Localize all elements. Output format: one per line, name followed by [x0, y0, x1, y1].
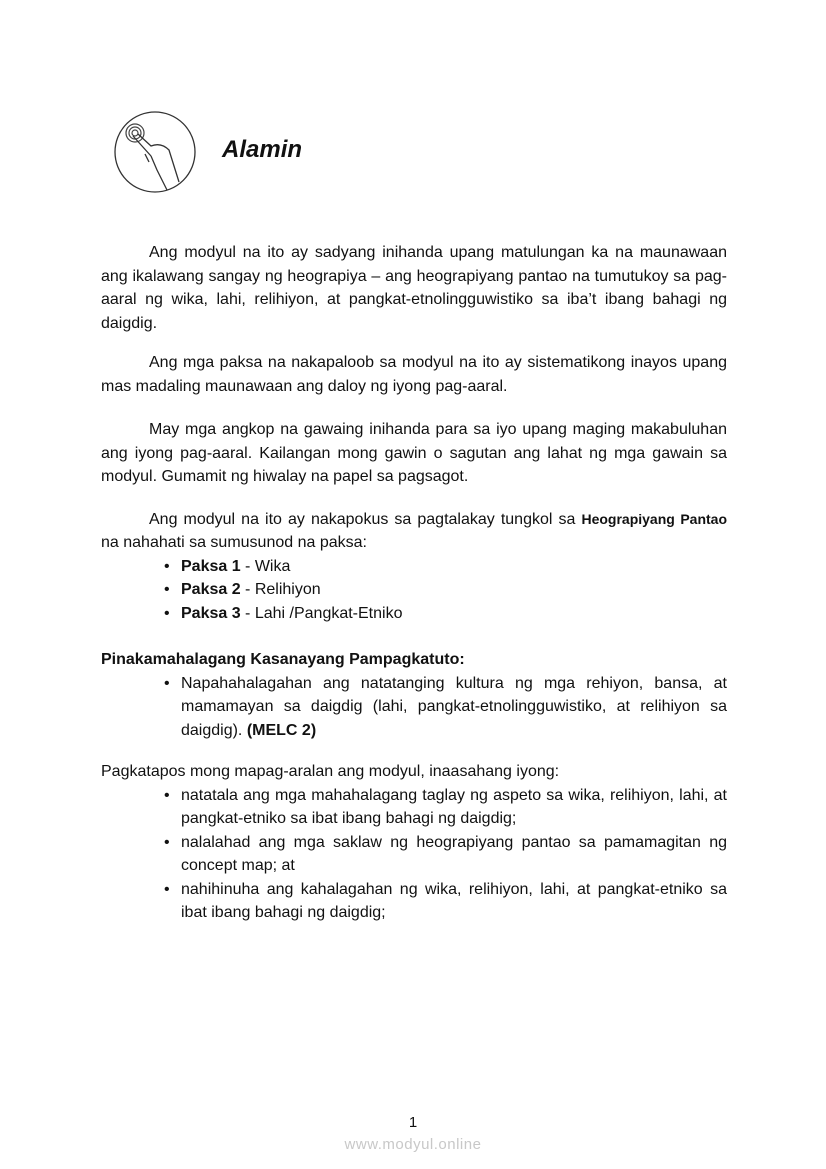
paragraph-topics: Ang mga paksa na nakapaloob sa modyul na ito ay sistematikong inayos upang mas madaling maunawaan ang daloy ng iyong pag-aaral. — [101, 354, 727, 395]
paragraph-focus — [101, 508, 727, 555]
topic-label: Paksa 3 — [181, 604, 241, 622]
list-item: • nahihinuha ang kahalagahan ng wika, relihiyon, lahi, at pangkat-etniko sa ibat ibang bahagi ng daigdig; — [101, 878, 727, 925]
watermark: www.modyul.online — [344, 1136, 482, 1153]
page-number: 1 — [408, 1114, 418, 1131]
focus-text: Ang modyul na ito ay nakapokus sa pagtalakay tungkol sa — [149, 510, 582, 528]
topic-list — [101, 555, 727, 626]
focus-text-end: na nahahati sa sumusunod na paksa: — [101, 534, 367, 551]
topic-text: - Wika — [240, 557, 291, 575]
topic-label: Paksa 2 — [181, 581, 241, 598]
list-item — [101, 555, 727, 579]
paragraph-intro: Ang modyul na ito ay sadyang inihanda upang matulungan ka na maunawaan ang ikalawang sangay ng heograpiya – ang heograpiyang pantao na tumutukoy sa pag-aaral ng wika, lahi, relihiyon, at pangkat-etnolingguwistiko sa iba’t ibang bahagi ng daigdig. — [101, 244, 727, 332]
list-item — [101, 672, 727, 743]
objectives-list — [101, 784, 727, 925]
topic-text: - Lahi /Pangkat-Etniko — [240, 604, 403, 622]
topic-label: Paksa 1 — [181, 557, 241, 575]
list-item: • natatala ang mga mahahalagang taglay ng aspeto sa wika, relihiyon, lahi, at pangkat-etniko sa ibat ibang bahagi ng daigdig; — [101, 784, 727, 831]
melc-heading: Pinakamahalagang Kasanayang Pampagkatuto: — [101, 651, 465, 668]
pointing-hand-icon — [113, 110, 197, 194]
topic-text: - Relihiyon — [240, 581, 321, 598]
melc-code: (MELC 2) — [246, 721, 317, 739]
section-title: Alamin — [222, 136, 303, 163]
module-content — [101, 241, 727, 925]
list-item: • nalalahad ang mga saklaw ng heograpiyang pantao sa pamamagitan ng concept map; at — [101, 831, 727, 878]
focus-bold: Heograpiyang Pantao — [581, 510, 728, 527]
paragraph-activities: May mga angkop na gawaing inihanda para sa iyo upang maging makabuluhan ang iyong pag-aaral. Kailangan mong gawin o sagutan ang lahat ng mga gawain sa modyul. Gumamit ng hiwalay na papel sa pagsagot. — [101, 421, 727, 485]
list-item — [101, 602, 727, 626]
melc-text: Napahahalagahan ang natatanging kultura ng mga rehiyon, bansa, at mamamayan sa daigdig (lahi, pangkat-etnolingguwistiko, at relihiyon sa daigdig). — [181, 674, 727, 739]
objectives-intro: Pagkatapos mong mapag-aralan ang modyul, inaasahang iyong: — [101, 763, 560, 780]
melc-list — [101, 672, 727, 743]
list-item — [101, 578, 727, 602]
